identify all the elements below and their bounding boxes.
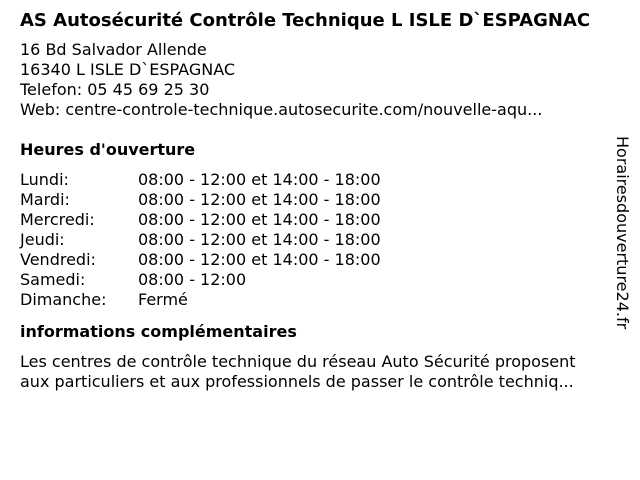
time-value: 08:00 - 12:00 et 14:00 - 18:00 [138, 230, 381, 249]
street-address: 16 Bd Salvador Allende [20, 40, 207, 59]
hours-row-monday [20, 170, 610, 190]
hours-row-tuesday [20, 190, 610, 210]
business-name: AS Autosécurité Contrôle Technique L ISLE D`ESPAGNAC [20, 10, 591, 31]
site-brand-vertical: Horairesdouverture24.fr [613, 136, 632, 330]
additional-info-title: informations complémentaires [20, 322, 297, 341]
additional-info-line: Les centres de contrôle technique du réseau Auto Sécurité proposent [20, 352, 576, 371]
address-block [20, 40, 610, 120]
phone-number[interactable]: Telefon: 05 45 69 25 30 [20, 80, 210, 99]
city-address: 16340 L ISLE D`ESPAGNAC [20, 60, 236, 79]
day-label: Samedi: [20, 270, 86, 289]
hours-row-friday [20, 250, 610, 270]
opening-hours-table [20, 170, 610, 310]
hours-row-saturday [20, 270, 610, 290]
additional-info-line: aux particuliers et aux professionnels de passer le contrôle techniq... [20, 372, 574, 391]
day-label: Vendredi: [20, 250, 96, 269]
opening-hours-title: Heures d'ouverture [20, 140, 196, 159]
time-value: 08:00 - 12:00 [138, 270, 247, 289]
time-value: 08:00 - 12:00 et 14:00 - 18:00 [138, 250, 381, 269]
time-value: Fermé [138, 290, 188, 309]
time-value: 08:00 - 12:00 et 14:00 - 18:00 [138, 170, 381, 189]
business-card [20, 10, 610, 392]
time-value: 08:00 - 12:00 et 14:00 - 18:00 [138, 210, 381, 229]
day-label: Lundi: [20, 170, 69, 189]
day-label: Mardi: [20, 190, 70, 209]
hours-row-sunday [20, 290, 610, 310]
day-label: Dimanche: [20, 290, 107, 309]
time-value: 08:00 - 12:00 et 14:00 - 18:00 [138, 190, 381, 209]
website-link[interactable]: Web: centre-controle-technique.autosecurite.com/nouvelle-aqu... [20, 100, 543, 119]
day-label: Jeudi: [20, 230, 65, 249]
additional-info-text [20, 352, 610, 392]
hours-row-thursday [20, 230, 610, 250]
day-label: Mercredi: [20, 210, 95, 229]
hours-row-wednesday [20, 210, 610, 230]
